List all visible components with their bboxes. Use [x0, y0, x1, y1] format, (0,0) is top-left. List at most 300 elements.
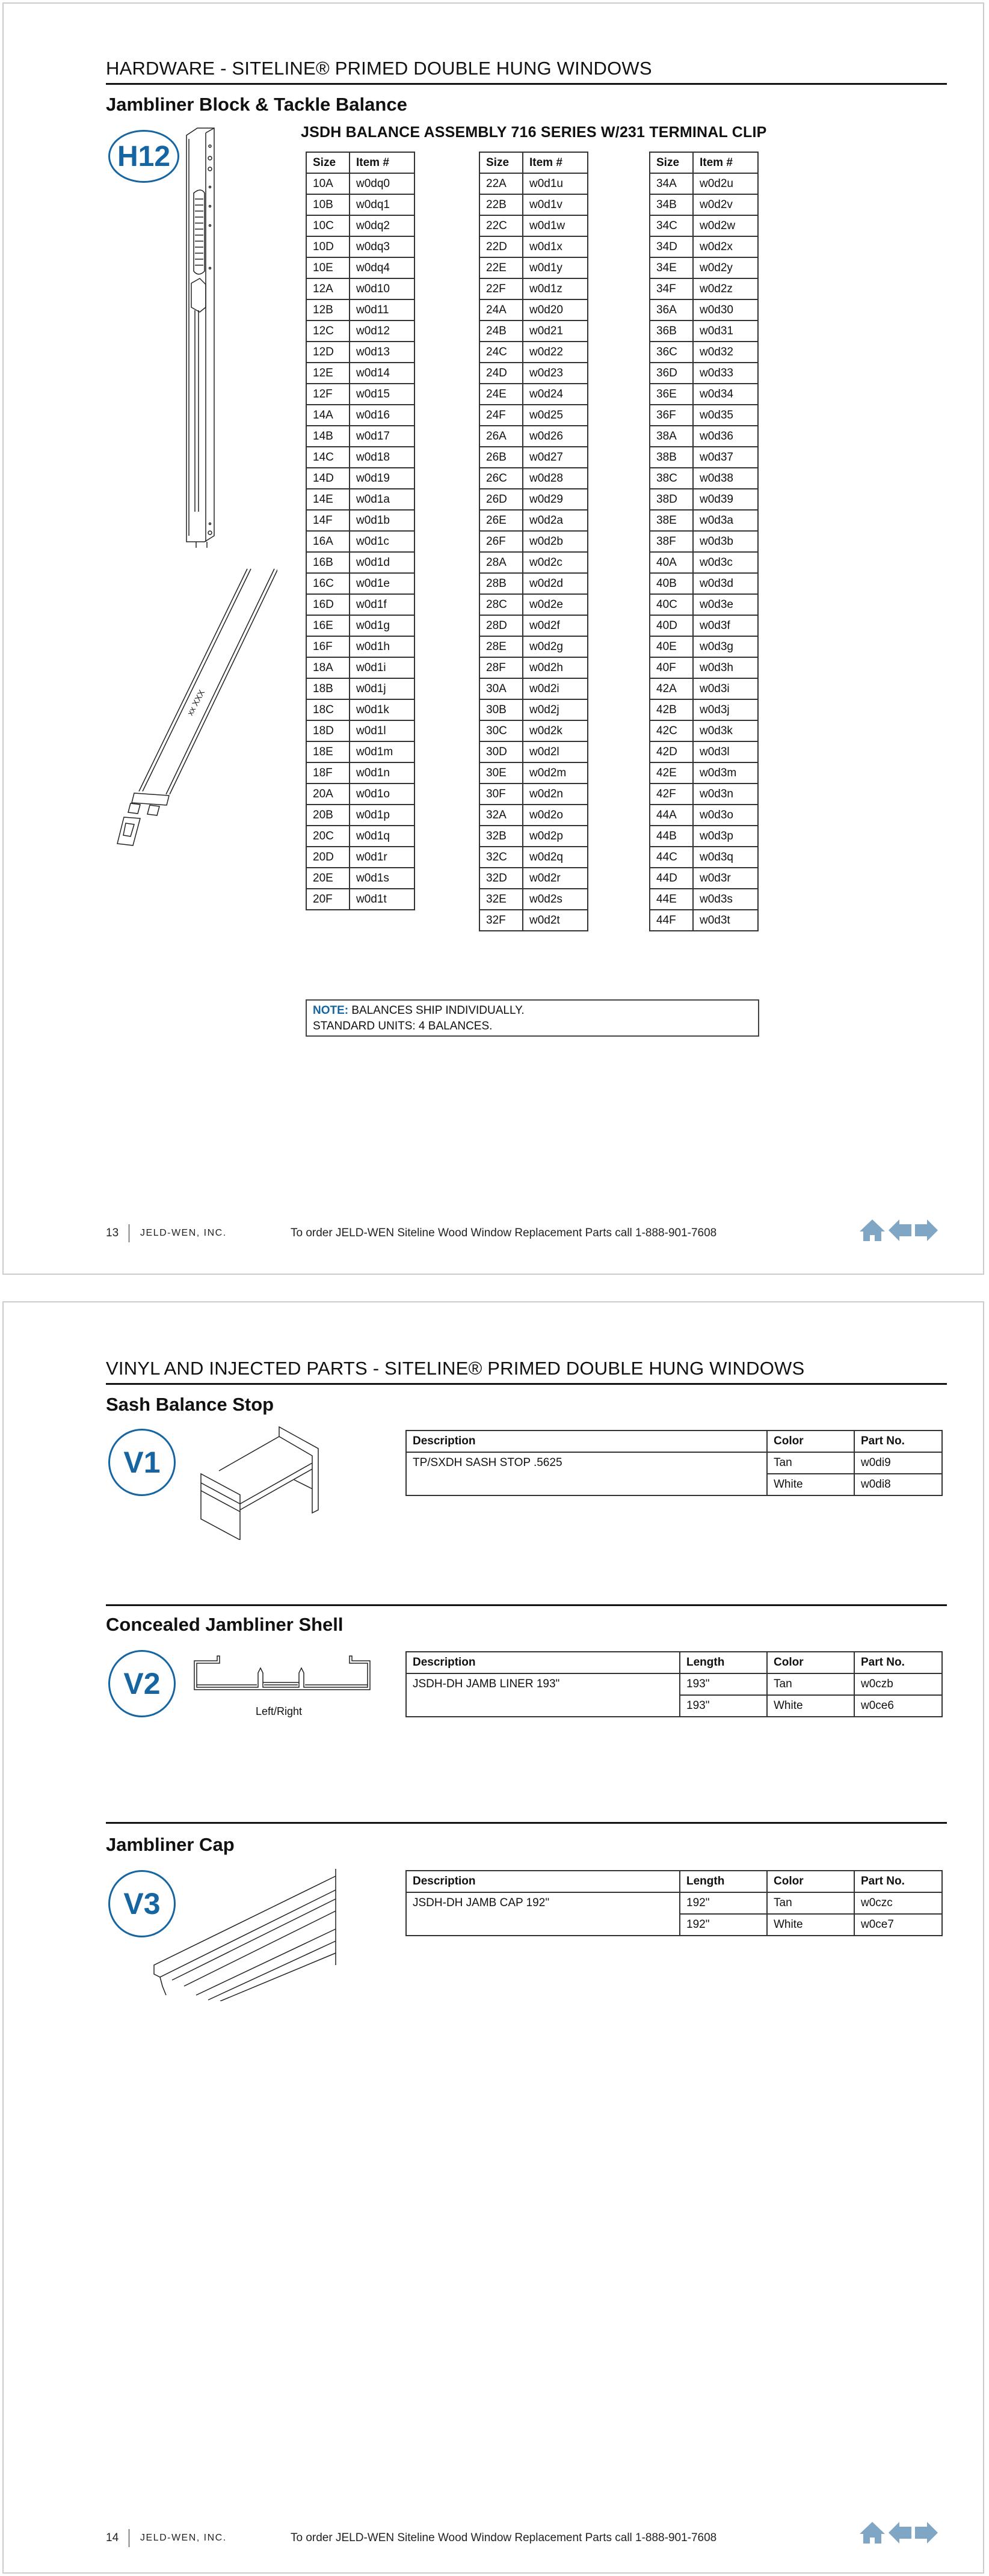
size-cell: 10C — [306, 215, 350, 236]
size-cell: 32A — [479, 805, 523, 826]
table-row — [650, 699, 758, 720]
item-number-cell: w0d2q — [523, 847, 588, 868]
item-number-cell: w0d1y — [523, 257, 588, 278]
item-number-cell: w0d1b — [350, 510, 414, 531]
size-cell: 26E — [479, 510, 523, 531]
item-number-cell: w0d1f — [350, 594, 414, 615]
size-table-1 — [306, 152, 415, 910]
size-cell: 32B — [479, 826, 523, 847]
arrow-right-icon[interactable] — [915, 1219, 938, 1241]
table-row — [306, 615, 414, 636]
size-cell: 22D — [479, 236, 523, 257]
item-number-cell: w0d2t — [523, 910, 588, 931]
table-row — [650, 847, 758, 868]
table-row — [306, 636, 414, 657]
size-cell: 16A — [306, 531, 350, 552]
item-number-cell: w0d31 — [693, 320, 758, 342]
size-cell: 44C — [650, 847, 693, 868]
item-number-cell: w0d13 — [350, 342, 414, 363]
size-cell: 28B — [479, 573, 523, 594]
size-cell: 12F — [306, 384, 350, 405]
description-cell: JSDH-DH JAMB CAP 192" — [406, 1892, 680, 1936]
size-cell: 26A — [479, 426, 523, 447]
table-row — [479, 847, 588, 868]
home-icon[interactable] — [860, 2522, 885, 2544]
size-cell: 12E — [306, 363, 350, 384]
size-cell: 20C — [306, 826, 350, 847]
size-cell: 14B — [306, 426, 350, 447]
part-badge-v2: V2 — [108, 1650, 176, 1717]
item-number-cell: w0d2u — [693, 173, 758, 194]
part-badge: H12 — [108, 130, 179, 183]
size-cell: 18F — [306, 762, 350, 784]
column-header-length: Length — [680, 1652, 767, 1673]
balance-assembly-heading: JSDH BALANCE ASSEMBLY 716 SERIES W/231 TERMINAL CLIP — [301, 124, 767, 141]
size-cell: 40F — [650, 657, 693, 678]
size-cell: 36F — [650, 405, 693, 426]
table-row — [306, 173, 414, 194]
column-header-part-no: Part No. — [854, 1431, 942, 1452]
size-cell: 30F — [479, 784, 523, 805]
size-cell: 24D — [479, 363, 523, 384]
table-row — [306, 215, 414, 236]
size-cell: 42C — [650, 720, 693, 741]
size-cell: 42E — [650, 762, 693, 784]
size-cell: 36E — [650, 384, 693, 405]
column-header-color: Color — [767, 1652, 854, 1673]
color-cell: Tan — [767, 1892, 854, 1914]
page-footer — [106, 2529, 716, 2547]
item-number-cell: w0d2n — [523, 784, 588, 805]
description-cell: JSDH-DH JAMB LINER 193" — [406, 1673, 680, 1717]
length-cell: 193" — [680, 1673, 767, 1695]
balance-assembly-illustration — [184, 127, 226, 548]
size-cell: 40B — [650, 573, 693, 594]
size-cell: 12C — [306, 320, 350, 342]
svg-text:xx XXX: xx XXX — [185, 688, 207, 717]
item-number-cell: w0d3b — [693, 531, 758, 552]
size-cell: 26F — [479, 531, 523, 552]
table-row — [650, 468, 758, 489]
table-row — [650, 720, 758, 741]
size-cell: 12A — [306, 278, 350, 299]
color-cell: Tan — [767, 1673, 854, 1695]
size-cell: 30D — [479, 741, 523, 762]
table-row — [479, 699, 588, 720]
size-cell: 42D — [650, 741, 693, 762]
size-cell: 16F — [306, 636, 350, 657]
size-cell: 40A — [650, 552, 693, 573]
column-header-part-no: Part No. — [854, 1652, 942, 1673]
item-number-cell: w0d10 — [350, 278, 414, 299]
table-row — [479, 173, 588, 194]
item-number-cell: w0d3t — [693, 910, 758, 931]
column-header-part-no: Part No. — [854, 1871, 942, 1892]
item-number-cell: w0d1m — [350, 741, 414, 762]
table-row — [650, 741, 758, 762]
item-number-cell: w0d2r — [523, 868, 588, 889]
size-cell: 42A — [650, 678, 693, 699]
item-number-cell: w0d2o — [523, 805, 588, 826]
item-number-cell: w0d3o — [693, 805, 758, 826]
catalog-page-14 — [2, 1301, 984, 2574]
item-number-cell: w0d3l — [693, 741, 758, 762]
size-cell: 12D — [306, 342, 350, 363]
item-number-cell: w0d2l — [523, 741, 588, 762]
order-info: To order JELD-WEN Siteline Wood Window Replacement Parts call 1-888-901-7608 — [291, 1227, 717, 1239]
table-row — [306, 236, 414, 257]
table-row — [650, 510, 758, 531]
size-cell: 14D — [306, 468, 350, 489]
table-row — [650, 236, 758, 257]
table-row — [479, 278, 588, 299]
item-number-cell: w0d23 — [523, 363, 588, 384]
page-number: 14 — [106, 2532, 119, 2544]
item-number-cell: w0d27 — [523, 447, 588, 468]
item-number-cell: w0d2w — [693, 215, 758, 236]
item-number-cell: w0d3n — [693, 784, 758, 805]
column-header-item: Item # — [693, 152, 758, 173]
item-number-cell: w0d1a — [350, 489, 414, 510]
order-info: To order JELD-WEN Siteline Wood Window Replacement Parts call 1-888-901-7608 — [291, 2532, 717, 2544]
table-row — [650, 636, 758, 657]
item-number-cell: w0d1v — [523, 194, 588, 215]
item-number-cell: w0d1g — [350, 615, 414, 636]
table-row — [479, 257, 588, 278]
table-row — [650, 299, 758, 320]
table-row — [479, 910, 588, 931]
size-cell: 12B — [306, 299, 350, 320]
size-cell: 34C — [650, 215, 693, 236]
table-row — [479, 510, 588, 531]
item-number-cell: w0d2c — [523, 552, 588, 573]
table-row — [306, 889, 414, 910]
table-row — [306, 784, 414, 805]
parts-table-v3 — [405, 1870, 943, 1936]
item-number-cell: w0d1j — [350, 678, 414, 699]
size-cell: 42F — [650, 784, 693, 805]
table-row — [650, 762, 758, 784]
table-row — [306, 489, 414, 510]
table-row — [406, 1892, 942, 1914]
size-cell: 10E — [306, 257, 350, 278]
column-header-description: Description — [406, 1652, 680, 1673]
size-cell: 24B — [479, 320, 523, 342]
section-title: Jambliner Block & Tackle Balance — [106, 94, 407, 115]
item-number-cell: w0d2f — [523, 615, 588, 636]
size-cell: 30E — [479, 762, 523, 784]
table-row — [479, 363, 588, 384]
column-header-description: Description — [406, 1431, 767, 1452]
size-cell: 38F — [650, 531, 693, 552]
size-cell: 22A — [479, 173, 523, 194]
size-cell: 28C — [479, 594, 523, 615]
item-number-cell: w0d1r — [350, 847, 414, 868]
table-row — [479, 342, 588, 363]
column-header-size: Size — [306, 152, 350, 173]
table-row — [650, 594, 758, 615]
table-row — [650, 552, 758, 573]
size-cell: 36D — [650, 363, 693, 384]
color-cell: White — [767, 1914, 854, 1936]
arrow-left-icon[interactable] — [889, 1219, 911, 1241]
catalog-page-13 — [2, 2, 984, 1275]
table-row — [306, 720, 414, 741]
table-row — [479, 426, 588, 447]
size-cell: 28F — [479, 657, 523, 678]
item-number-cell: w0d1h — [350, 636, 414, 657]
item-number-cell: w0d3a — [693, 510, 758, 531]
size-cell: 14C — [306, 447, 350, 468]
size-cell: 18A — [306, 657, 350, 678]
item-number-cell: w0d3j — [693, 699, 758, 720]
size-cell: 24E — [479, 384, 523, 405]
item-number-cell: w0d25 — [523, 405, 588, 426]
table-row — [306, 447, 414, 468]
item-number-cell: w0d2x — [693, 236, 758, 257]
table-row — [650, 826, 758, 847]
size-cell: 34B — [650, 194, 693, 215]
item-number-cell: w0d1c — [350, 531, 414, 552]
table-row — [306, 657, 414, 678]
item-number-cell: w0d16 — [350, 405, 414, 426]
page-footer — [106, 1224, 716, 1242]
table-row — [650, 384, 758, 405]
table-row — [479, 489, 588, 510]
item-number-cell: w0d18 — [350, 447, 414, 468]
size-cell: 14F — [306, 510, 350, 531]
item-number-cell: w0d3r — [693, 868, 758, 889]
shipping-note — [306, 999, 759, 1037]
item-number-cell: w0d2g — [523, 636, 588, 657]
size-cell: 44E — [650, 889, 693, 910]
table-row — [306, 741, 414, 762]
table-row — [650, 615, 758, 636]
size-cell: 38B — [650, 447, 693, 468]
arrow-right-icon[interactable] — [915, 2522, 938, 2544]
item-number-cell: w0d15 — [350, 384, 414, 405]
item-number-cell: w0d2i — [523, 678, 588, 699]
size-cell: 14E — [306, 489, 350, 510]
table-row — [306, 594, 414, 615]
size-cell: 34F — [650, 278, 693, 299]
item-number-cell: w0d1e — [350, 573, 414, 594]
table-row — [479, 784, 588, 805]
item-number-cell: w0d2s — [523, 889, 588, 910]
item-number-cell: w0d21 — [523, 320, 588, 342]
table-row — [306, 573, 414, 594]
item-number-cell: w0d20 — [523, 299, 588, 320]
page-title: HARDWARE - SITELINE® PRIMED DOUBLE HUNG WINDOWS — [106, 58, 947, 85]
table-row — [306, 678, 414, 699]
part-no-cell: w0ce7 — [854, 1914, 942, 1936]
size-cell: 38E — [650, 510, 693, 531]
table-row — [479, 468, 588, 489]
item-number-cell: w0d1d — [350, 552, 414, 573]
column-header-color: Color — [767, 1871, 854, 1892]
size-cell: 38C — [650, 468, 693, 489]
size-cell: 28A — [479, 552, 523, 573]
item-number-cell: w0dq4 — [350, 257, 414, 278]
size-cell: 44B — [650, 826, 693, 847]
table-row — [650, 320, 758, 342]
item-number-cell: w0d30 — [693, 299, 758, 320]
table-row — [406, 1673, 942, 1695]
table-row — [479, 215, 588, 236]
size-cell: 18C — [306, 699, 350, 720]
size-cell: 30C — [479, 720, 523, 741]
table-row — [479, 720, 588, 741]
table-row — [306, 510, 414, 531]
table-row — [306, 762, 414, 784]
item-number-cell: w0d2e — [523, 594, 588, 615]
item-number-cell: w0d1n — [350, 762, 414, 784]
item-number-cell: w0d1l — [350, 720, 414, 741]
table-row — [650, 657, 758, 678]
column-header-color: Color — [767, 1431, 854, 1452]
item-number-cell: w0d3i — [693, 678, 758, 699]
size-cell: 10D — [306, 236, 350, 257]
table-row — [479, 320, 588, 342]
item-number-cell: w0d24 — [523, 384, 588, 405]
item-number-cell: w0d38 — [693, 468, 758, 489]
table-row — [650, 173, 758, 194]
size-cell: 28E — [479, 636, 523, 657]
table-row — [306, 531, 414, 552]
size-cell: 32E — [479, 889, 523, 910]
part-no-cell: w0di8 — [854, 1474, 942, 1495]
table-row — [306, 826, 414, 847]
item-number-cell: w0d3d — [693, 573, 758, 594]
size-cell: 18E — [306, 741, 350, 762]
size-cell: 24C — [479, 342, 523, 363]
size-cell: 42B — [650, 699, 693, 720]
size-cell: 20E — [306, 868, 350, 889]
item-number-cell: w0d35 — [693, 405, 758, 426]
table-row — [479, 236, 588, 257]
arrow-left-icon[interactable] — [889, 2522, 911, 2544]
sash-balance-stop-illustration — [195, 1420, 327, 1540]
size-cell: 32F — [479, 910, 523, 931]
item-number-cell: w0d1z — [523, 278, 588, 299]
table-row — [306, 405, 414, 426]
item-number-cell: w0d3e — [693, 594, 758, 615]
table-row — [650, 257, 758, 278]
part-badge-v3: V3 — [108, 1870, 176, 1937]
table-row — [306, 320, 414, 342]
item-number-cell: w0d1p — [350, 805, 414, 826]
description-cell: TP/SXDH SASH STOP .5625 — [406, 1452, 767, 1495]
size-cell: 22F — [479, 278, 523, 299]
table-row — [650, 678, 758, 699]
section-divider — [106, 1822, 947, 1824]
table-row — [650, 784, 758, 805]
size-cell: 32C — [479, 847, 523, 868]
part-no-cell: w0di9 — [854, 1452, 942, 1474]
table-row — [479, 594, 588, 615]
table-row — [306, 699, 414, 720]
size-cell: 44D — [650, 868, 693, 889]
table-row — [306, 194, 414, 215]
table-row — [650, 868, 758, 889]
table-row — [650, 805, 758, 826]
item-number-cell: w0d3g — [693, 636, 758, 657]
item-number-cell: w0d1k — [350, 699, 414, 720]
parts-table-v2 — [405, 1651, 943, 1717]
size-cell: 24F — [479, 405, 523, 426]
page-navigation — [860, 1219, 938, 1241]
item-number-cell: w0dq0 — [350, 173, 414, 194]
table-row — [306, 363, 414, 384]
column-header-description: Description — [406, 1871, 680, 1892]
column-header-size: Size — [650, 152, 693, 173]
item-number-cell: w0d3p — [693, 826, 758, 847]
table-row — [479, 447, 588, 468]
item-number-cell: w0d36 — [693, 426, 758, 447]
part-no-cell: w0czb — [854, 1673, 942, 1695]
size-cell: 20F — [306, 889, 350, 910]
column-header-length: Length — [680, 1871, 767, 1892]
size-cell: 18B — [306, 678, 350, 699]
note-line-2: STANDARD UNITS: 4 BALANCES. — [313, 1020, 493, 1032]
table-row — [479, 868, 588, 889]
table-row — [650, 447, 758, 468]
length-cell: 192" — [680, 1892, 767, 1914]
table-row — [479, 299, 588, 320]
table-row — [650, 426, 758, 447]
item-number-cell: w0d1o — [350, 784, 414, 805]
table-row — [650, 405, 758, 426]
size-cell: 10B — [306, 194, 350, 215]
size-table-3 — [649, 152, 759, 931]
item-number-cell: w0d2z — [693, 278, 758, 299]
item-number-cell: w0d34 — [693, 384, 758, 405]
table-row — [479, 531, 588, 552]
table-row — [479, 615, 588, 636]
item-number-cell: w0d2k — [523, 720, 588, 741]
table-row — [479, 573, 588, 594]
size-cell: 16B — [306, 552, 350, 573]
page-number: 13 — [106, 1227, 119, 1239]
item-number-cell: w0d2j — [523, 699, 588, 720]
item-number-cell: w0d2a — [523, 510, 588, 531]
table-row — [650, 489, 758, 510]
size-table-2 — [479, 152, 588, 931]
length-cell: 193" — [680, 1695, 767, 1717]
table-row — [306, 552, 414, 573]
size-cell: 10A — [306, 173, 350, 194]
parts-table-v1 — [405, 1430, 943, 1496]
company-name: JELD-WEN, INC. — [140, 2533, 227, 2543]
section-title-sash-balance-stop: Sash Balance Stop — [106, 1394, 274, 1415]
item-number-cell: w0d3m — [693, 762, 758, 784]
color-cell: Tan — [767, 1452, 854, 1474]
item-number-cell: w0dq1 — [350, 194, 414, 215]
item-number-cell: w0d2m — [523, 762, 588, 784]
item-number-cell: w0d3k — [693, 720, 758, 741]
column-header-item: Item # — [350, 152, 414, 173]
item-number-cell: w0d12 — [350, 320, 414, 342]
size-cell: 28D — [479, 615, 523, 636]
table-row — [479, 405, 588, 426]
table-row — [479, 826, 588, 847]
size-cell: 16D — [306, 594, 350, 615]
home-icon[interactable] — [860, 1219, 885, 1241]
table-row — [479, 636, 588, 657]
item-number-cell: w0d3c — [693, 552, 758, 573]
table-row — [306, 299, 414, 320]
size-cell: 34D — [650, 236, 693, 257]
